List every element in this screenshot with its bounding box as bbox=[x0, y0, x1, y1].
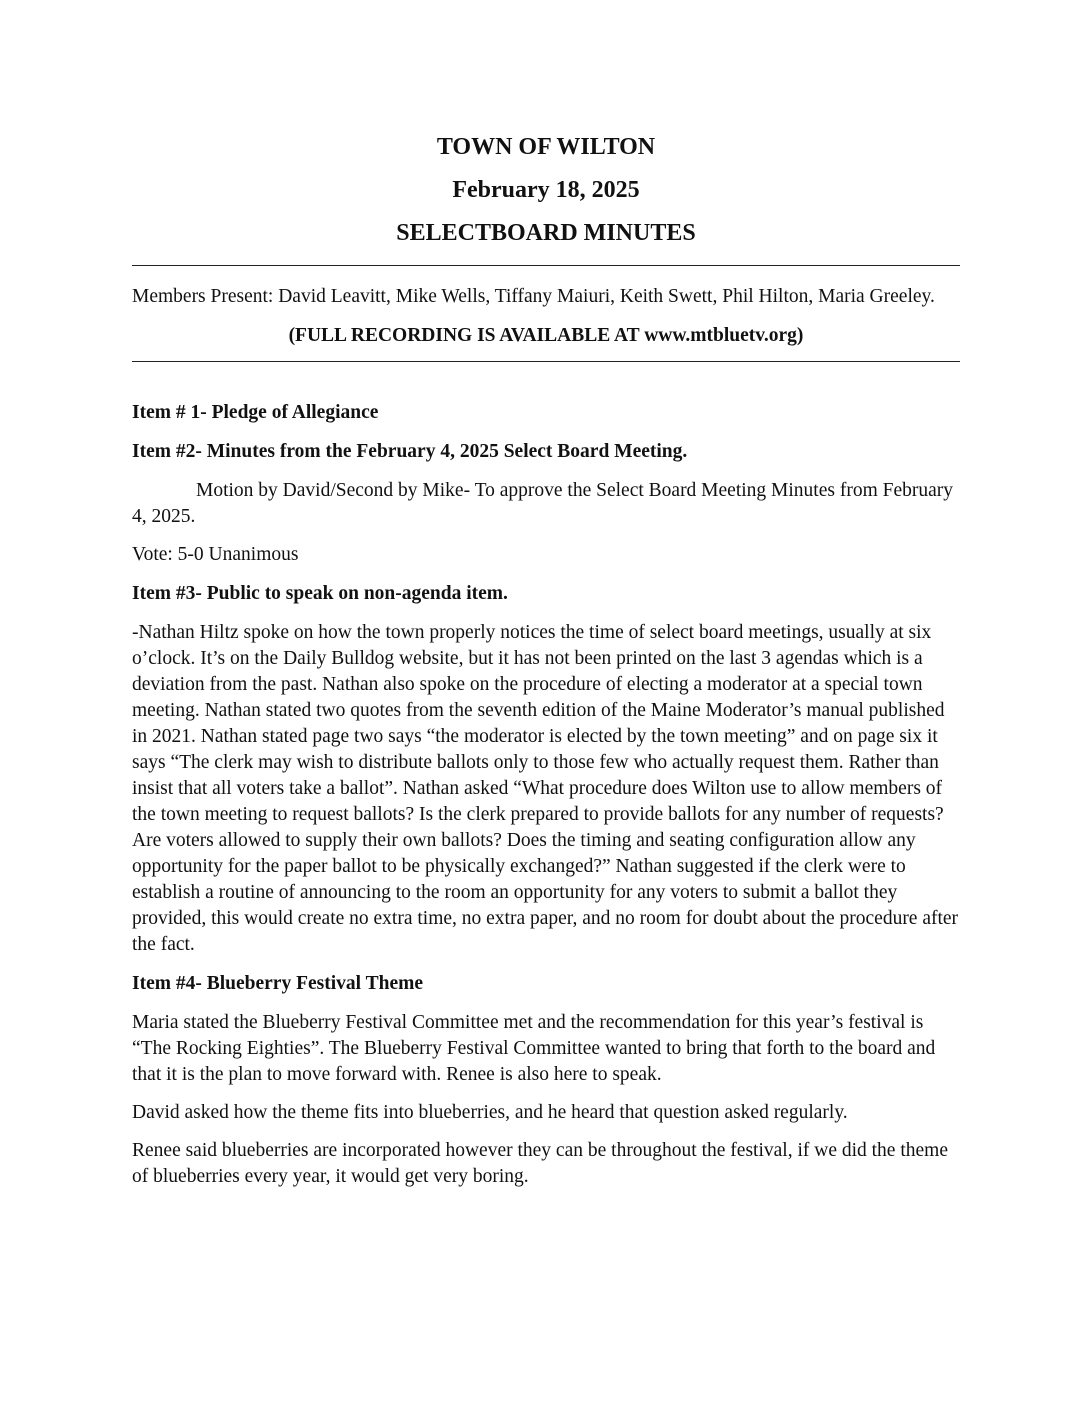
item4-paragraph-2: David asked how the theme fits into blueberries, and he heard that question asked regularly. bbox=[132, 1102, 848, 1123]
item2-motion: Motion by David/Second by Mike- To approve the Select Board Meeting Minutes from February 4, 2025. bbox=[132, 480, 954, 527]
item4-heading: Item #4- Blueberry Festival Theme bbox=[132, 973, 423, 994]
members-present: Members Present: David Leavitt, Mike Wells, Tiffany Maiuri, Keith Swett, Phil Hilton, Maria Greeley. bbox=[132, 286, 935, 307]
item4-paragraph-3: Renee said blueberries are incorporated however they can be throughout the festival, if we did the theme of blueberries every year, it would get very boring. bbox=[132, 1140, 948, 1187]
meeting-date: February 18, 2025 bbox=[452, 177, 640, 203]
item3-heading: Item #3- Public to speak on non-agenda item. bbox=[132, 583, 508, 604]
item2-vote: Vote: 5-0 Unanimous bbox=[132, 544, 299, 565]
item3-body: -Nathan Hiltz spoke on how the town properly notices the time of select board meetings, usually at six o’clock. It’s on the Daily Bulldog website, but it has not been printed on the last 3 agendas which is a deviation from the past. Nathan also spoke on the procedure of electing a moderator at a special town meeting. Nathan stated two quotes from the seventh edition of the Maine Moderator’s manual published in 2021. Nathan stated page two says “the moderator is elected by the town meeting” and on page six it says “The clerk may wish to distribute ballots only to those few who actually request them. Rather than insist that all voters take a ballot”. Nathan asked “What procedure does Wilton use to allow members of the town meeting to request ballots? Is the clerk prepared to provide ballots for any number of requests? Are voters allowed to supply their own ballots? Does the timing and seating configuration allow any opportunity for the paper ballot to be physically exchanged?” Nathan suggested if the clerk were to establish a routine of announcing to the room an opportunity for any voters to submit a ballot they provided, this would create no extra time, no extra paper, and no room for doubt about the procedure after the fact. bbox=[132, 622, 959, 955]
recording-note: (FULL RECORDING IS AVAILABLE AT www.mtbluetv.org) bbox=[288, 325, 804, 346]
document-title: SELECTBOARD MINUTES bbox=[396, 220, 696, 246]
item2-heading: Item #2- Minutes from the February 4, 2025 Select Board Meeting. bbox=[132, 441, 688, 462]
top-divider bbox=[132, 265, 960, 266]
town-title: TOWN OF WILTON bbox=[436, 134, 656, 160]
item4-paragraph-1: Maria stated the Blueberry Festival Committee met and the recommendation for this year’s festival is “The Rocking Eighties”. The Blueberry Festival Committee wanted to bring that forth to the board and that it is the plan to move forward with. Renee is also here to speak. bbox=[132, 1012, 936, 1085]
item1-heading: Item # 1- Pledge of Allegiance bbox=[132, 402, 379, 423]
second-divider bbox=[132, 361, 960, 362]
